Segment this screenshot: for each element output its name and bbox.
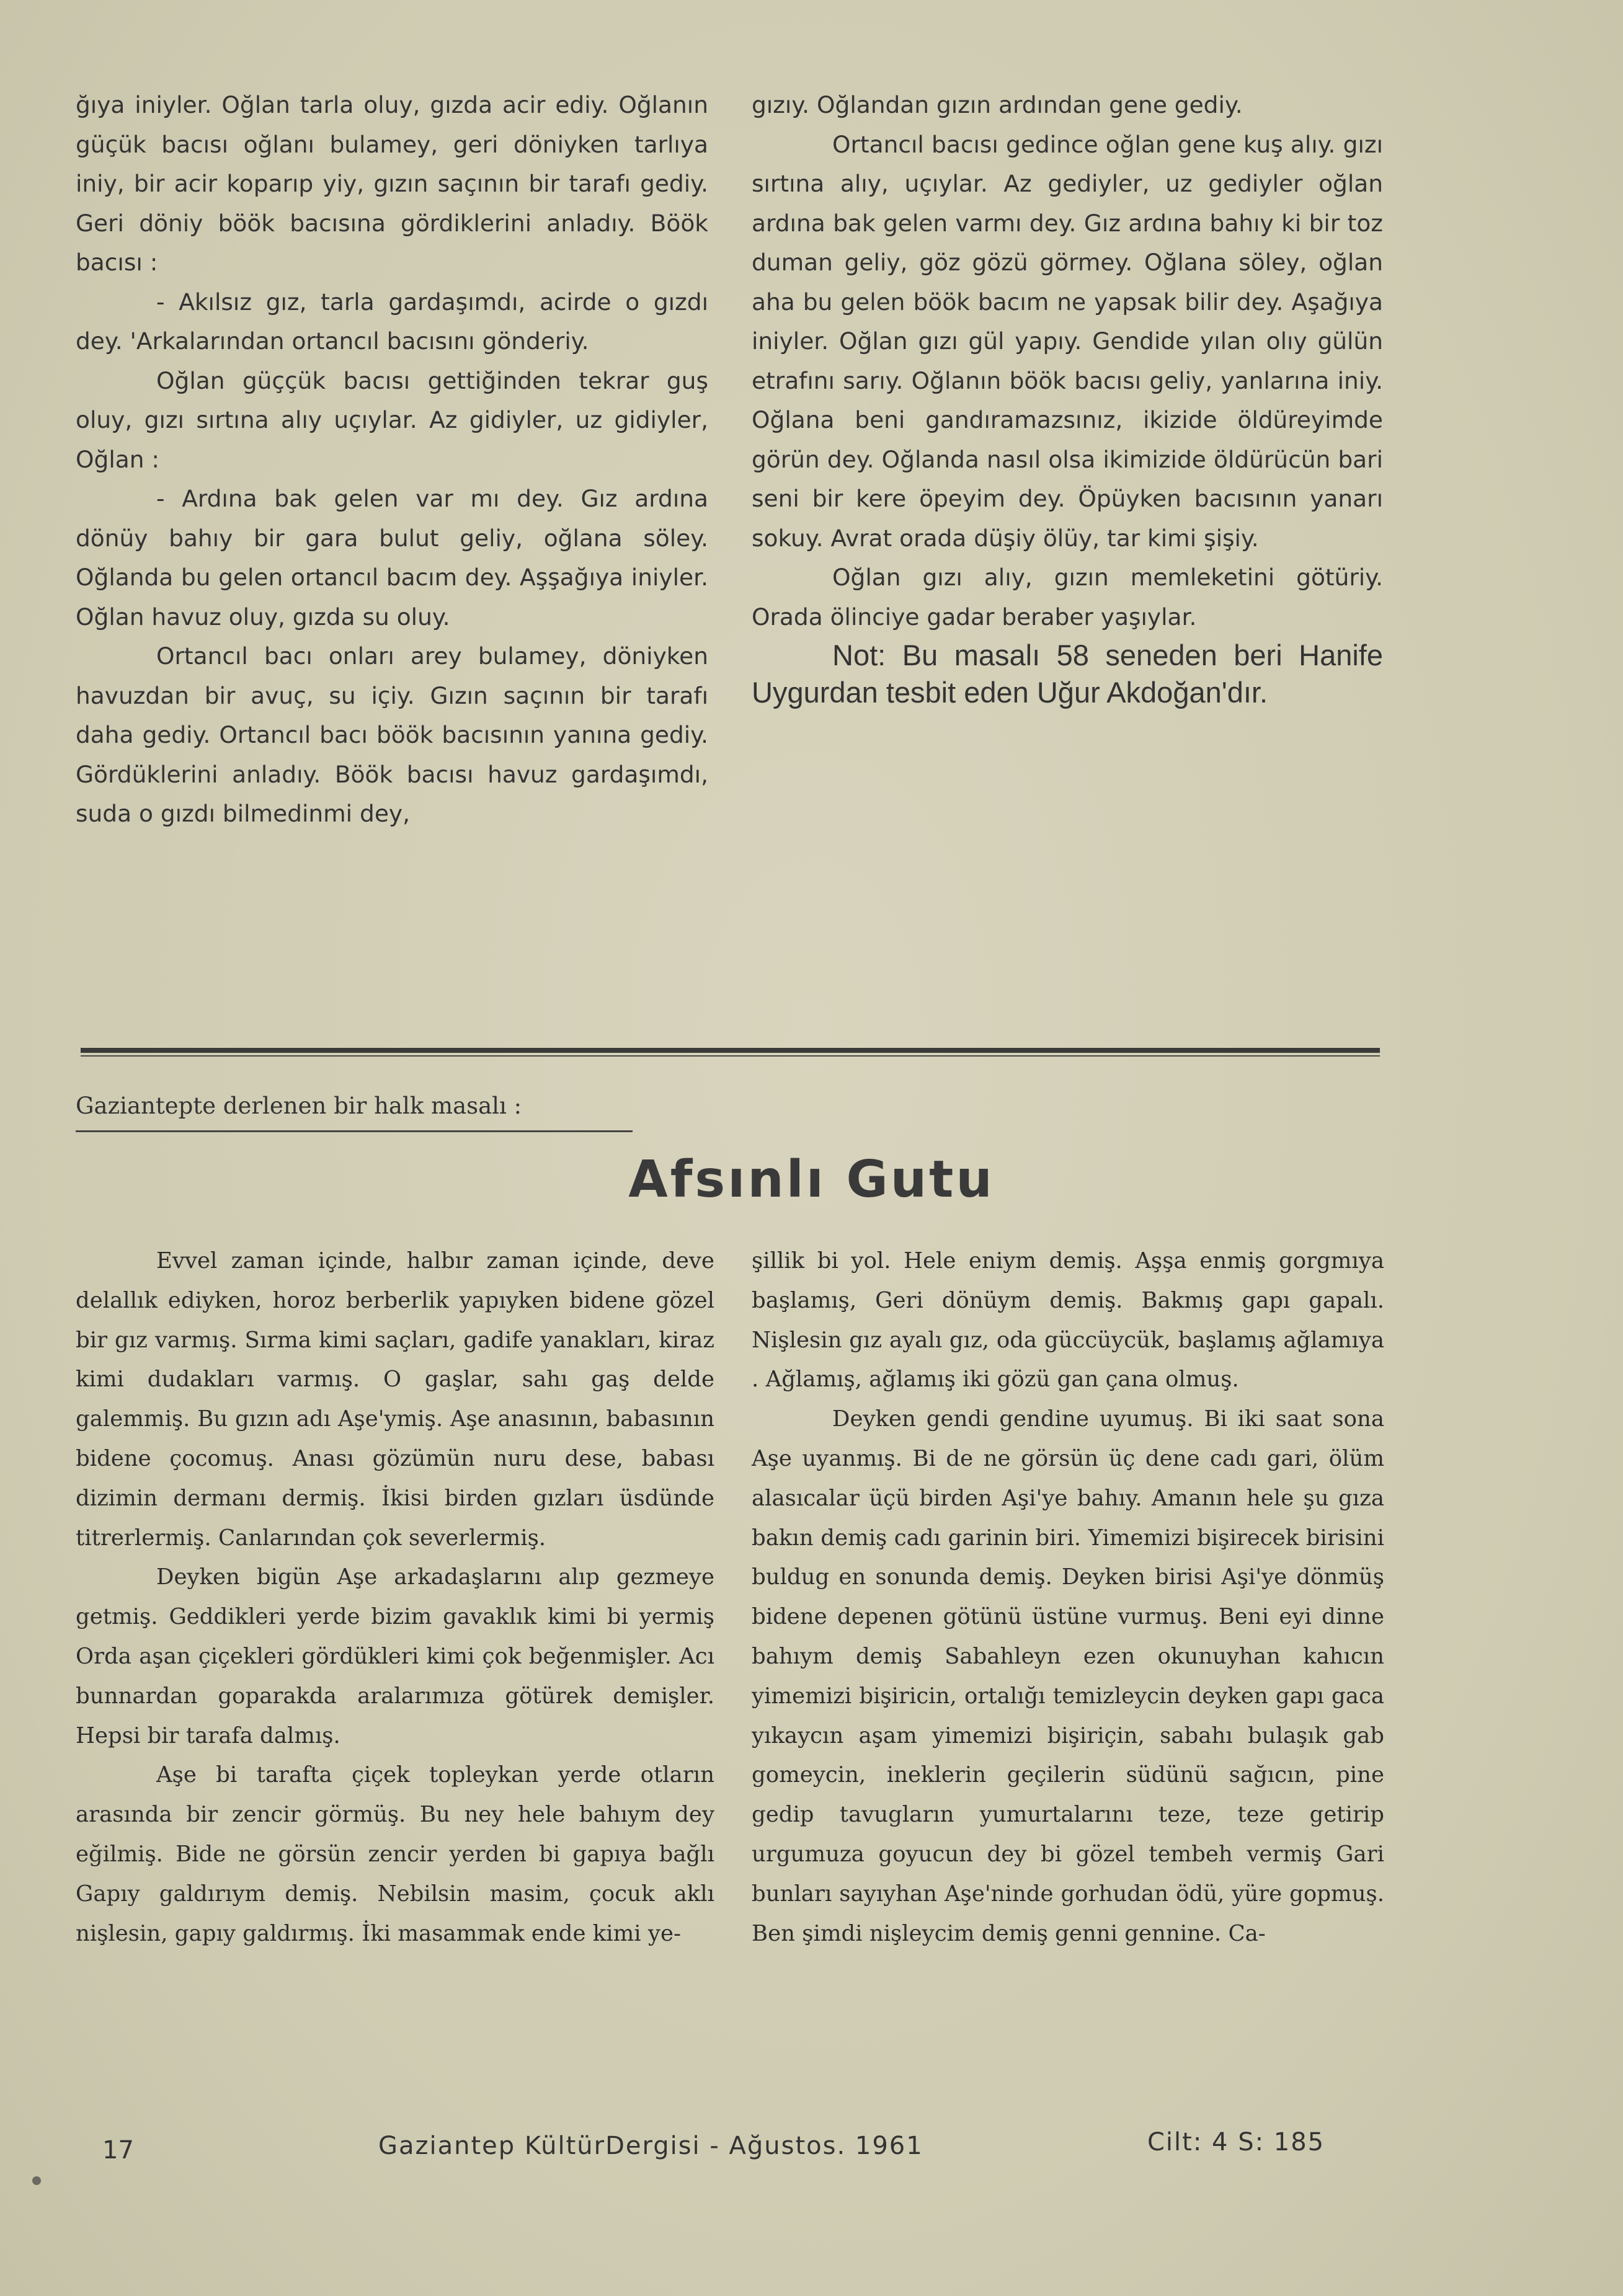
- article-kicker: Gaziantepte derlenen bir halk masalı :: [76, 1093, 522, 1119]
- lower-left-column: [76, 1241, 714, 1953]
- journal-footer: Gaziantep KültürDergisi - Ağustos. 1961: [378, 2132, 923, 2160]
- paragraph: Deyken bigün Aşe arkadaşlarını alıp gezmeye getmiş. Geddikleri yerde bizim gavaklık kimi bi yermiş Orda aşan çiçekleri gördükleri kimi çok beğenmişler. Acı bunnardan goparakda aralarımıza götürek demişler. Hepsi bir tarafa dalmış.: [76, 1564, 714, 1749]
- volume-footer: Cilt: 4 S: 185: [1147, 2128, 1325, 2156]
- paragraph: Aşe bi tarafta çiçek topleykan yerde otların arasında bir zencir görmüş. Bu ney hele bahıym dey eğilmiş. Bide ne görsün zencir yerden bi gapıya bağlı Gapıy galdırıym demiş. Nebilsin masim, çocuk aklı nişlesin, gapıy galdırmış. İki masammak ende kimi ye-: [76, 1762, 714, 1946]
- lower-right-column: [752, 1241, 1384, 1953]
- paragraph: Deyken gendi gendine uyumuş. Bi iki saat sona Aşe uyanmış. Bi de ne görsün üç dene cadı gari, ölüm alasıcalar üçü birden Aşi'ye bahıy. Amanın hele şu gıza bakın demiş cadı garinin biri. Yimemizi bişirecek birisini buldug en sonunda demiş. Deyken birisi Aşi'ye dönmüş bidene depenen götünü üstüne vurmuş. Beni eyi dinne bahıym demiş Sabahleyn ezen okunuyhan kahıcın yimemizi bişiricin, ortalığı temizleycin deyken gapı gaca yıkaycın aşam yimemizi bişiriçin, sabahı bulaşık gab gomeycin, ineklerin geçilerin südünü sağıcın, pine gedip tavugların yumurtalarını teze, teze getirip urgumuza goyucun dey bi gözel tembeh vermiş Gari bunları sayıyhan Aşe'ninde gorhudan ödü, yüre gopmuş. Ben şimdi nişleycim demiş genni gennine. Ca-: [752, 1406, 1384, 1946]
- paragraph: - Akılsız gız, tarla gardaşımdı, acirde o gızdı dey. 'Arkalarından ortancıl bacısını gönderiy.: [76, 288, 708, 355]
- paragraph: Ortancıl bacı onları arey bulamey, döniyken havuzdan bir avuç, su içiy. Gızın saçının bir tarafı daha gediy. Ortancıl bacı böök bacısının yanına gediy. Gördüklerini anladıy. Böök bacısı havuz gardaşımdı, suda o gızdı bilmedinmi dey,: [76, 642, 708, 827]
- section-divider-thin: [81, 1055, 1380, 1057]
- paragraph: Ortancıl bacısı gedince oğlan gene kuş alıy. gızı sırtına alıy, uçıylar. Az gediyler, uz gediyler oğlan ardına bak gelen varmı dey. Gız ardına bahıy ki bir toz duman geliy, göz gözü görmey. Oğlana söley, oğlan aha bu gelen böök bacım ne yapsak bilir dey. Aşağıya iniyler. Oğlan gızı gül yapıy. Gendide yılan olıy gülün etrafını sarıy. Oğlanın böök bacısı geliy, yanlarına iniy. Oğlana beni gandıramazsınız, ikizide öldüreyimde görün dey. Oğlanda nasıl olsa ikimizide öldürücün bari seni bir kere öpeyim dey. Öpüyken bacısının yanarı sokuy. Avrat orada düşiy ölüy, tar kimi şişiy.: [752, 130, 1383, 552]
- paragraph: Evvel zaman içinde, halbır zaman içinde, deve delallık ediyken, horoz berberlik yapıyken bidene gözel bir gız varmış. Sırma kimi saçları, gadife yanakları, kiraz kimi dudakları varmış. O gaşlar, sahı gaş delde galemmiş. Bu gızın adı Aşe'ymiş. Aşe anasının, babasının bidene çocomuş. Anası gözümün nuru dese, babası dizimin dermanı dermiş. İkisi birden gızları üsdünde titrerlermiş. Canlarından çok severlermiş.: [76, 1248, 714, 1551]
- paragraph: şillik bi yol. Hele eniym demiş. Aşşa enmiş gorgmıya başlamış, Geri dönüym demiş. Bakmış gapı gapalı. Nişlesin gız ayalı gız, oda güccüycük, başlamış ağlamıya . Ağlamış, ağlamış iki gözü gan çana olmuş.: [752, 1248, 1384, 1393]
- source-note: Not: Bu masalı 58 seneden beri Hanife Uygurdan tesbit eden Uğur Akdoğan'dır.: [752, 639, 1383, 709]
- margin-speck: [32, 2176, 41, 2185]
- paragraph: Oğlan gızı alıy, gızın memleketini götüriy. Orada ölinciye gadar beraber yaşıylar.: [752, 564, 1383, 631]
- paragraph: gızıy. Oğlandan gızın ardından gene gediy.: [752, 91, 1243, 118]
- article-title: Afsınlı Gutu: [628, 1150, 995, 1209]
- upper-right-column: [752, 86, 1383, 711]
- page-number: 17: [102, 2136, 134, 2165]
- upper-left-column: [76, 86, 708, 834]
- kicker-underline: [76, 1130, 633, 1132]
- paragraph: - Ardına bak gelen var mı dey. Gız ardına dönüy bahıy bir gara bulut geliy, oğlana söley. Oğlanda bu gelen ortancıl bacım dey. Aşşağıya iniyler. Oğlan havuz oluy, gızda su oluy.: [76, 485, 708, 631]
- section-divider: [81, 1048, 1380, 1053]
- paragraph: Oğlan güççük bacısı gettiğinden tekrar guş oluy, gızı sırtına alıy uçıylar. Az gidiyler, uz gidiyler, Oğlan :: [76, 366, 708, 473]
- paragraph: ğıya iniyler. Oğlan tarla oluy, gızda acir ediy. Oğlanın güçük bacısı oğlanı bulamey, geri döniyken tarlıya iniy, bir acir koparıp yiy, gızın saçının bir tarafı gediy. Geri döniy böök bacısına gördiklerini anladıy. Böök bacısı :: [76, 91, 708, 276]
